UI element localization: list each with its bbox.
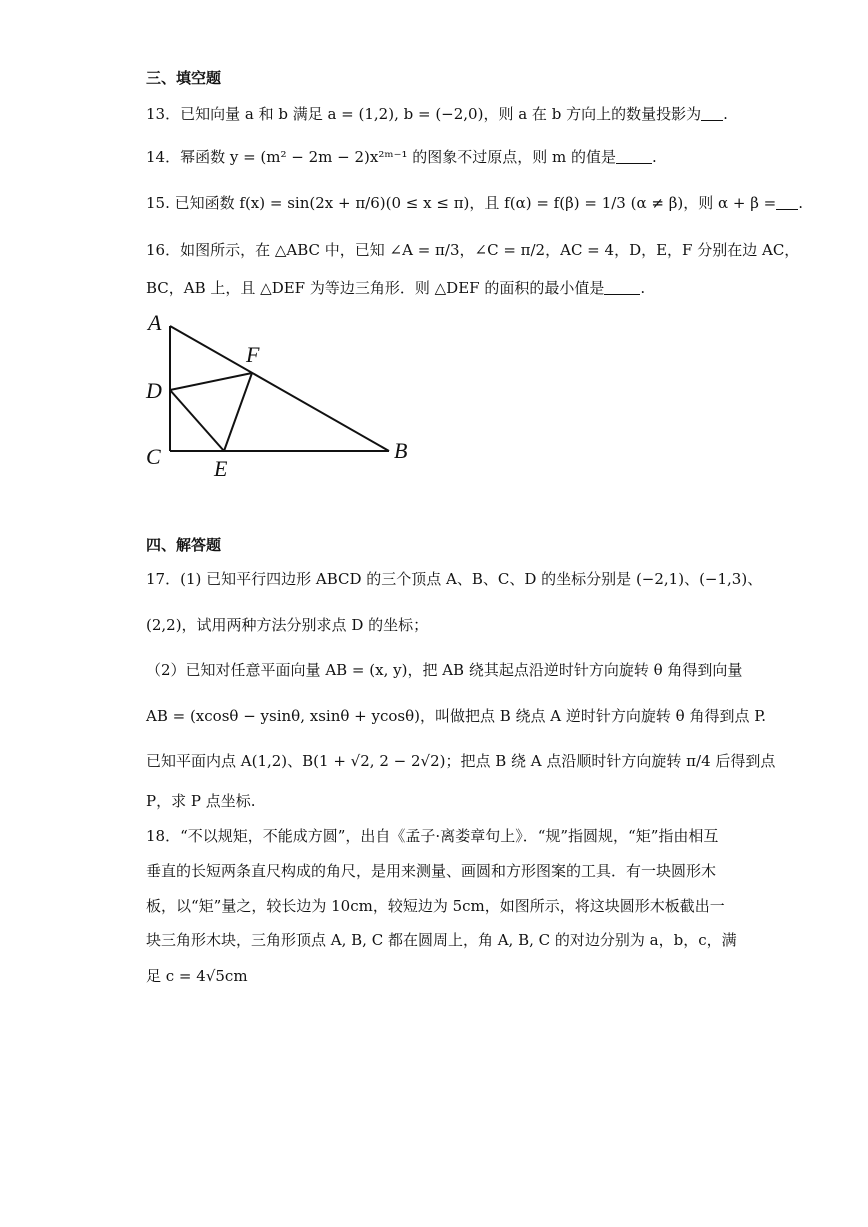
label-c: C xyxy=(146,444,161,469)
answer-blank-14 xyxy=(616,149,652,164)
question-17-line-2: (2,2)，试用两种方法分别求点 D 的坐标； xyxy=(146,616,429,634)
question-14-text: 14．幂函数 y = (m² − 2m − 2)x²ᵐ⁻¹ 的图象不过原点，则 m 的值是 xyxy=(146,148,617,166)
question-15-end: . xyxy=(798,194,804,212)
question-18-line-1: 18．“不以规矩，不能成方圆”，出自《孟子·离娄章句上》．“规”指圆规，“矩”指由相互 xyxy=(146,827,719,845)
question-17-line-6: P，求 P 点坐标. xyxy=(146,792,256,810)
answer-blank-13 xyxy=(701,106,723,121)
question-18-line-5: 足 c = 4√5cm xyxy=(146,967,248,985)
question-16-text: BC，AB 上，且 △DEF 为等边三角形．则 △DEF 的面积的最小值是 xyxy=(146,279,605,297)
answer-blank-15 xyxy=(776,195,798,210)
label-d: D xyxy=(146,378,162,403)
question-18-line-4: 块三角形木块，三角形顶点 A, B, C 都在圆周上，角 A, B, C 的对边分别为 a，b，c，满 xyxy=(146,931,737,949)
question-16-line-2 xyxy=(146,278,645,298)
segment-ef xyxy=(224,373,252,451)
label-f: F xyxy=(246,342,260,367)
label-e: E xyxy=(214,456,228,481)
question-17-line-4: AB = (xcosθ − ysinθ, xsinθ + ycosθ)，叫做把点 B 绕点 A 逆时针方向旋转 θ 角得到点 P. xyxy=(146,707,767,725)
question-15-text: 15. 已知函数 f(x) = sin(2x + π/6)(0 ≤ x ≤ π)，且 f(α) = f(β) = 1/3 (α ≠ β)，则 α + β = xyxy=(146,194,777,212)
question-16-end: . xyxy=(640,279,646,297)
question-13-text: 13．已知向量 a 和 b 满足 a = (1,2), b = (−2,0)，则 a 在 b 方向上的数量投影为 xyxy=(146,105,702,123)
label-a: A xyxy=(148,312,162,335)
label-b: B xyxy=(394,438,408,463)
question-14-end: . xyxy=(652,148,657,166)
answer-blank-16 xyxy=(604,280,640,295)
section-heading-answer: 四、解答题 xyxy=(146,536,222,554)
question-15 xyxy=(146,193,803,213)
question-18-line-2: 垂直的长短两条直尺构成的角尺，是用来测量、画圆和方形图案的工具．有一块圆形木 xyxy=(146,862,717,880)
segment-fd xyxy=(170,373,252,390)
question-18-line-3: 板，以“矩”量之，较长边为 10cm，较短边为 5cm，如图所示，将这块圆形木板截出一 xyxy=(146,897,725,915)
question-17-line-3: （2）已知对任意平面向量 AB = (x, y)，把 AB 绕其起点沿逆时针方向旋转 θ 角得到向量 xyxy=(146,661,743,679)
section-heading-fill-blank: 三、填空题 xyxy=(146,69,222,87)
question-13 xyxy=(146,104,728,124)
question-17-line-1: 17．(1) 已知平行四边形 ABCD 的三个顶点 A、B、C、D 的坐标分别是 (−2,1)、(−1,3)、 xyxy=(146,570,763,588)
question-14 xyxy=(146,147,657,167)
segment-de xyxy=(170,390,224,451)
question-16-line-1: 16．如图所示，在 △ABC 中，已知 ∠A = π/3，∠C = π/2，AC = 4，D，E，F 分别在边 AC， xyxy=(146,241,800,259)
triangle-figure xyxy=(140,312,420,487)
question-13-end: . xyxy=(723,105,728,123)
question-17-line-5: 已知平面内点 A(1,2)、B(1 + √2, 2 − 2√2)；把点 B 绕 A 点沿顺时针方向旋转 π/4 后得到点 xyxy=(146,752,776,770)
segment-ab xyxy=(170,326,389,451)
